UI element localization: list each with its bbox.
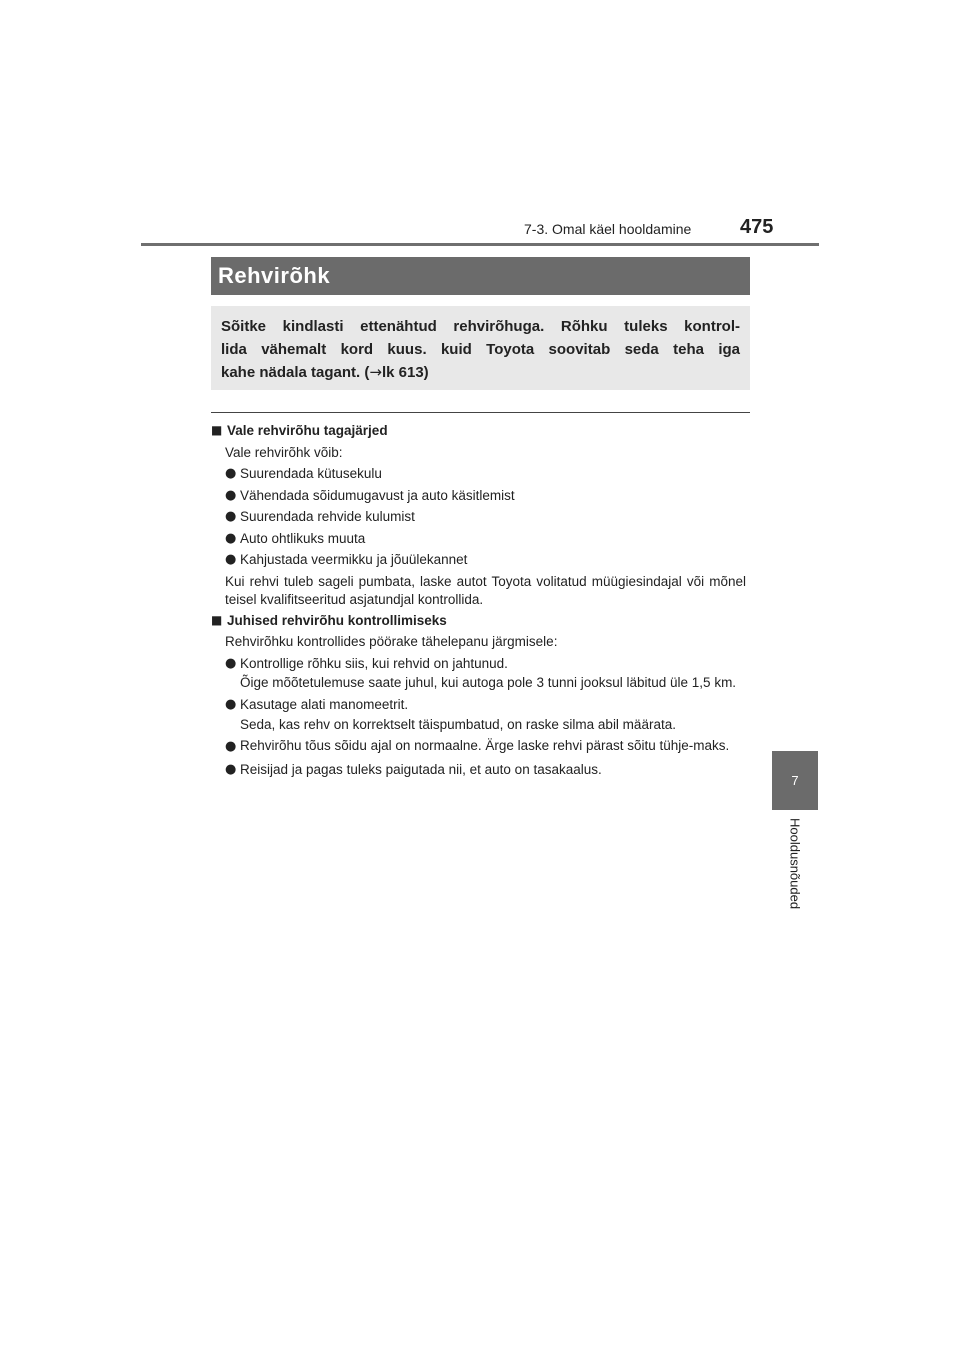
section-heading: [211, 610, 746, 632]
list-item: [211, 528, 746, 550]
round-bullet-icon: ●: [225, 762, 237, 777]
list-item-text: Auto ohtlikuks muuta: [240, 530, 366, 546]
intro-line-1: Sõitke kindlasti ettenähtud rehvirõhuga. Rõhku tuleks kontrol-: [221, 318, 740, 335]
section-heading-text: Vale rehvirõhu tagajärjed: [227, 423, 388, 438]
round-bullet-icon: ●: [225, 697, 237, 712]
list-item-text: Kontrollige rõhku siis, kui rehvid on jahtunud.: [240, 655, 508, 671]
round-bullet-icon: ●: [225, 487, 237, 503]
round-bullet-icon: ●: [225, 655, 237, 671]
content: [211, 420, 746, 781]
list-item-detail: Õige mõõtetulemuse saate juhul, kui autoga pole 3 tunni jooksul läbitud üle 1,5 km.: [240, 675, 737, 690]
list-item-text: Vähendada sõidumugavust ja auto käsitlemist: [240, 487, 515, 503]
intro-box: [211, 306, 750, 390]
list-item: [211, 653, 746, 693]
page-number: 475: [740, 216, 774, 238]
intro-line-3-text: kahe nädala tagant. (: [221, 364, 370, 381]
round-bullet-icon: ●: [225, 530, 237, 546]
list-item-detail: Seda, kas rehv on korrektselt täispumbatud, on raske silma abil määrata.: [240, 716, 676, 732]
list-item-text: Suurendada rehvide kulumist: [240, 509, 415, 524]
page-title: Rehvirõhk: [211, 257, 750, 295]
list-item-text: Suurendada kütusekulu: [240, 466, 382, 481]
list-item: [211, 759, 746, 781]
section-divider: [211, 412, 750, 413]
list-item-text: Kahjustada veermikku ja jõuülekannet: [240, 552, 468, 567]
list-item: [211, 485, 746, 507]
chapter-label: Hooldusnõuded: [787, 818, 803, 910]
section-intro: Vale rehvirõhk võib:: [225, 444, 343, 460]
intro-line-2: lida vähemalt kord kuus. kuid Toyota soovitab seda teha iga: [221, 341, 740, 358]
chapter-tab: [772, 751, 818, 810]
square-bullet-icon: ■: [211, 612, 223, 627]
section-intro: Rehvirõhku kontrollides pöörake tähelepanu järgmisele:: [225, 634, 558, 649]
intro-line-3: [221, 361, 740, 384]
list-item-text: Rehvirõhu tõus sõidu ajal on normaalne. Ärge laske rehvi pärast sõitu tühje-maks.: [240, 737, 730, 753]
list-item: [211, 549, 746, 571]
page-reference-link[interactable]: lk 613): [381, 364, 429, 381]
list-item-text: Reisijad ja pagas tuleks paigutada nii, et auto on tasakaalus.: [240, 762, 602, 777]
round-bullet-icon: ●: [225, 738, 237, 754]
round-bullet-icon: ●: [225, 466, 237, 481]
list-item: [211, 694, 746, 734]
round-bullet-icon: ●: [225, 552, 237, 567]
arrow-right-icon: →: [369, 363, 382, 381]
section-heading: [211, 420, 746, 442]
section-heading-text: Juhised rehvirõhu kontrollimiseks: [227, 612, 447, 628]
round-bullet-icon: ●: [225, 509, 237, 524]
list-item-text: Kasutage alati manomeetrit.: [240, 697, 409, 712]
square-bullet-icon: ■: [211, 423, 223, 437]
list-item: [211, 506, 746, 528]
chapter-number: 7: [791, 773, 799, 788]
list-item: [211, 736, 746, 758]
header-divider: [141, 243, 819, 246]
list-item: [211, 463, 746, 485]
section-note: Kui rehvi tuleb sageli pumbata, laske autot Toyota volitatud müügiesindajal või mõnel teisel kvalifitseeritud asjatundjal kontrollida.: [225, 573, 746, 607]
section-header: 7-3. Omal käel hooldamine: [524, 221, 692, 237]
